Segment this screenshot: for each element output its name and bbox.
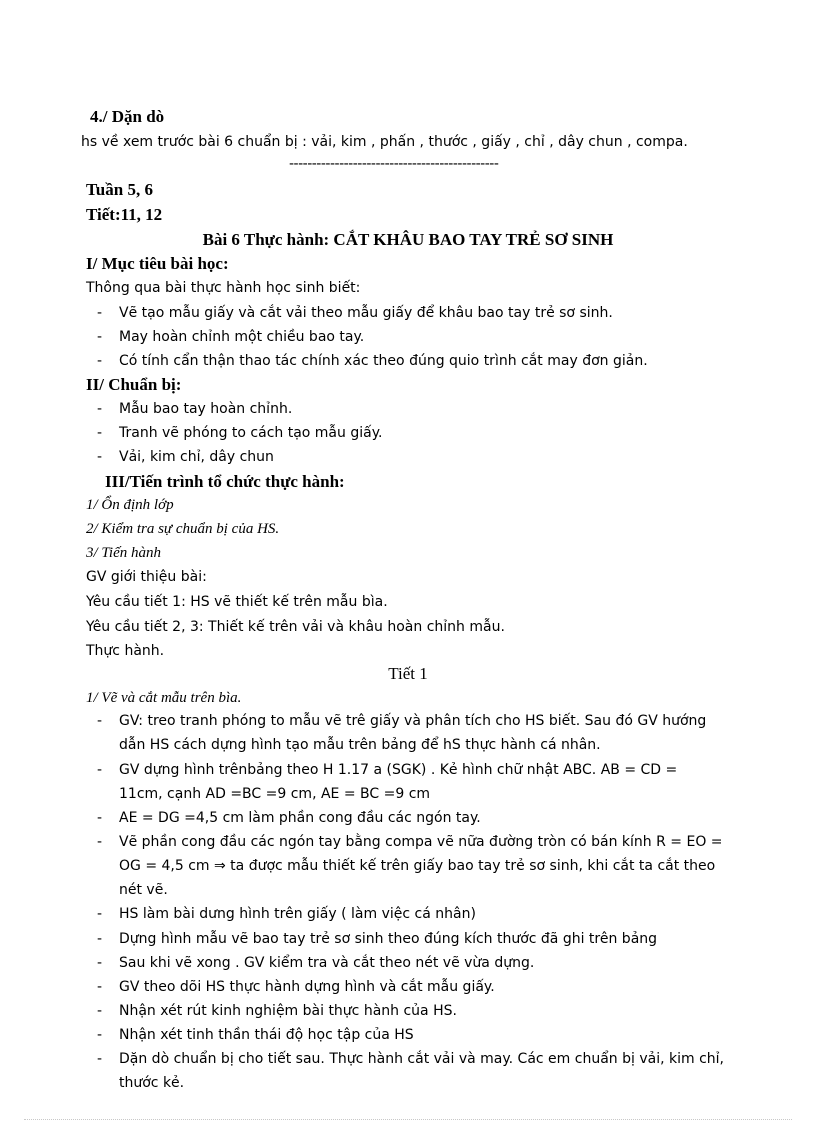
dan-do-text: hs về xem trước bài 6 chuẩn bị : vải, kim , phấn , thước , giấy , chỉ , dây chun , compa. <box>81 134 688 150</box>
objective-item: May hoàn chỉnh một chiều bao tay. <box>119 329 365 345</box>
bullet-dash: - <box>97 810 103 826</box>
bullet-dash: - <box>97 1027 103 1043</box>
list-item: Nhận xét rút kinh nghiệm bài thực hành của HS. <box>119 1003 457 1019</box>
preparation-item: Tranh vẽ phóng to cách tạo mẫu giấy. <box>119 425 383 441</box>
period1-heading: Tiết 1 <box>388 664 428 683</box>
list-item: Dặn dò chuẩn bị cho tiết sau. Thực hành cắt vải và may. Các em chuẩn bị vải, kim chỉ, <box>119 1051 724 1067</box>
bullet-dash: - <box>97 1003 103 1019</box>
list-item: HS làm bài dưng hình trên giấy ( làm việc cá nhân) <box>119 906 476 922</box>
objectives-intro: Thông qua bài thực hành học sinh biết: <box>86 280 361 296</box>
bullet-dash: - <box>97 834 103 850</box>
process-line: Yêu cầu tiết 1: HS vẽ thiết kế trên mẫu bìa. <box>86 594 388 610</box>
list-item: GV: treo tranh phóng to mẫu vẽ trê giấy và phân tích cho HS biết. Sau đó GV hướng <box>119 713 707 729</box>
bullet-dash: - <box>97 1051 103 1067</box>
process-line: Yêu cầu tiết 2, 3: Thiết kế trên vải và khâu hoàn chỉnh mẫu. <box>86 619 505 635</box>
objective-item: Có tính cẩn thận thao tác chính xác theo đúng quio trình cắt may đơn giản. <box>119 353 648 369</box>
bullet-dash: - <box>97 979 103 995</box>
list-item: Sau khi vẽ xong . GV kiểm tra và cắt theo nét vẽ vừa dựng. <box>119 955 535 971</box>
objective-item: Vẽ tạo mẫu giấy và cắt vải theo mẫu giấy để khâu bao tay trẻ sơ sinh. <box>119 305 613 321</box>
list-item-cont: OG = 4,5 cm ⇒ ta được mẫu thiết kế trên giấy bao tay trẻ sơ sinh, khi cắt ta cắt theo <box>119 858 716 874</box>
list-item: Dựng hình mẫu vẽ bao tay trẻ sơ sinh theo đúng kích thước đã ghi trên bảng <box>119 931 658 947</box>
process-step-1: 1/ Ổn định lớp <box>86 497 174 513</box>
process-heading: III/Tiến trình tổ chức thực hành: <box>105 472 345 491</box>
bullet-dash: - <box>97 955 103 971</box>
list-item-cont: nét vẽ. <box>119 882 168 898</box>
bullet-dash: - <box>97 329 103 345</box>
list-item: AE = DG =4,5 cm làm phần cong đầu các ngón tay. <box>119 810 481 826</box>
week-label: Tuần 5, 6 <box>86 180 153 199</box>
process-line: GV giới thiệu bài: <box>86 569 207 585</box>
list-item: Nhận xét tinh thần thái độ học tập của HS <box>119 1027 414 1043</box>
bullet-dash: - <box>97 425 103 441</box>
bullet-dash: - <box>97 906 103 922</box>
list-item-cont: thước kẻ. <box>119 1075 185 1091</box>
bullet-dash: - <box>97 401 103 417</box>
dan-do-title: 4./ Dặn dò <box>90 107 165 126</box>
list-item-cont: 11cm, cạnh AD =BC =9 cm, AE = BC =9 cm <box>119 786 431 802</box>
list-item: GV theo dõi HS thực hành dựng hình và cắt mẫu giấy. <box>119 979 495 995</box>
separator-line: ---------------------------------------------- <box>289 156 499 172</box>
period1-subheading: 1/ Vẽ và cắt mẫu trên bìa. <box>86 690 242 706</box>
preparation-item: Mẫu bao tay hoàn chỉnh. <box>119 401 293 417</box>
list-item: GV dựng hình trênbảng theo H 1.17 a (SGK) . Kẻ hình chữ nhật ABC. AB = CD = <box>119 762 678 778</box>
process-step-3: 3/ Tiến hành <box>86 545 162 561</box>
list-item-cont: dẫn HS cách dựng hình tạo mẫu trên bảng để hS thực hành cá nhân. <box>119 737 601 753</box>
process-step-2: 2/ Kiểm tra sự chuẩn bị của HS. <box>86 521 280 537</box>
periods-label: Tiết:11, 12 <box>86 205 163 224</box>
bullet-dash: - <box>97 449 103 465</box>
process-line: Thực hành. <box>86 643 165 659</box>
bullet-dash: - <box>97 931 103 947</box>
bullet-dash: - <box>97 353 103 369</box>
objectives-heading: I/ Mục tiêu bài học: <box>86 254 229 273</box>
bullet-dash: - <box>97 762 103 778</box>
preparation-heading: II/ Chuẩn bị: <box>86 375 182 394</box>
bullet-dash: - <box>97 713 103 729</box>
preparation-item: Vải, kim chỉ, dây chun <box>119 449 274 465</box>
list-item: Vẽ phần cong đầu các ngón tay bằng compa vẽ nữa đường tròn có bán kính R = EO = <box>119 834 723 850</box>
page-bottom-rule <box>24 1119 792 1120</box>
lesson-title: Bài 6 Thực hành: CẮT KHÂU BAO TAY TRẺ SƠ SINH <box>202 230 614 249</box>
bullet-dash: - <box>97 305 103 321</box>
